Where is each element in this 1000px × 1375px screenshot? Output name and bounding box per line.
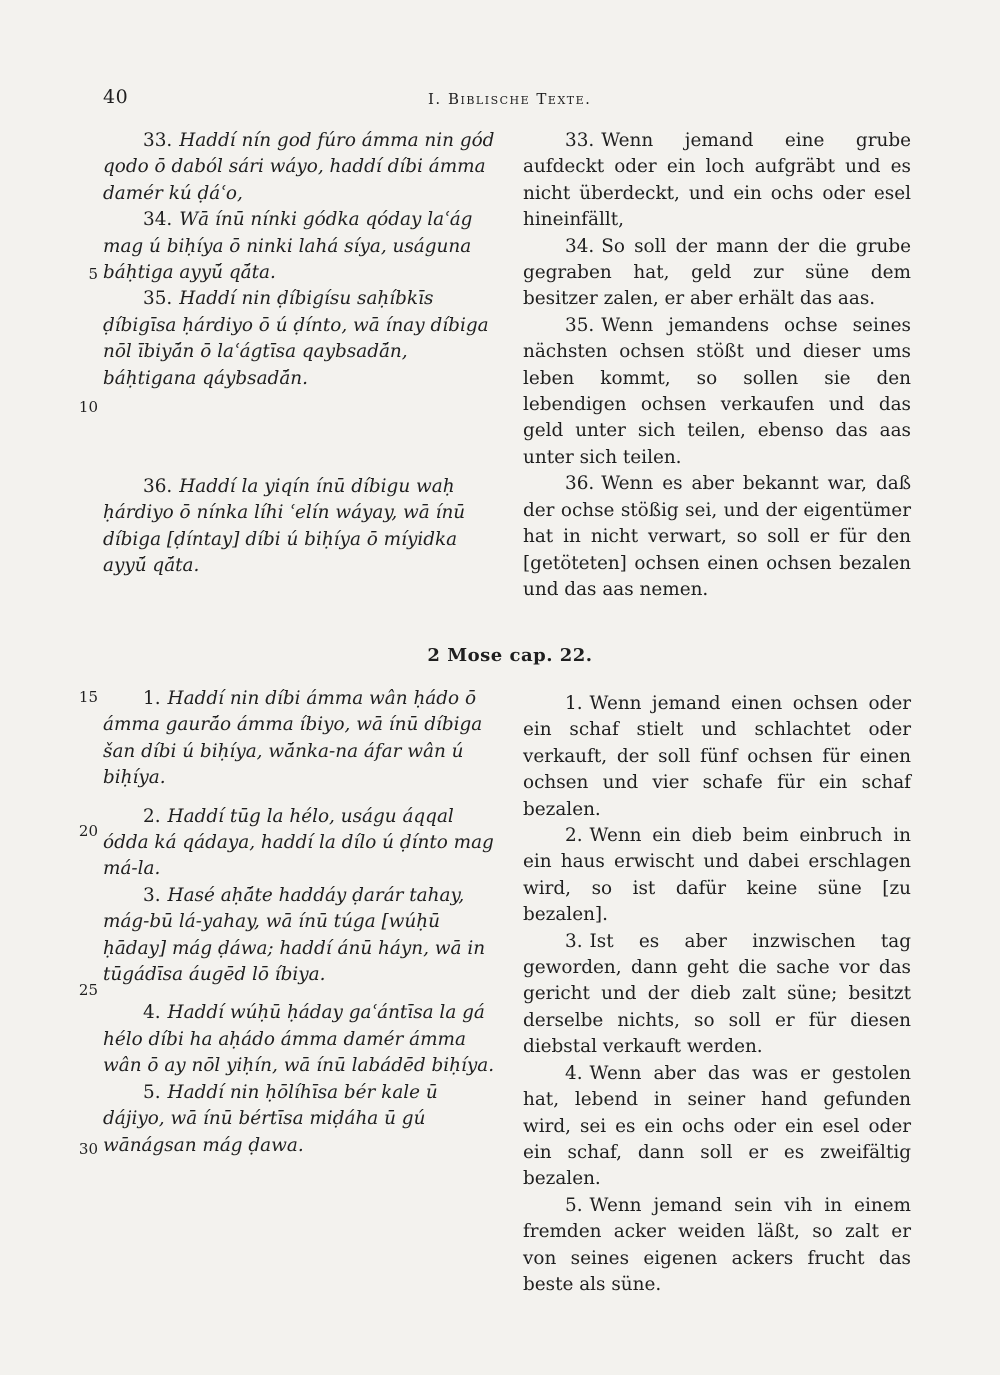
page-header xyxy=(0,82,1000,118)
somali-verse-5: 5. Haddí nin ḥōlíhīsa bér kale ū dájiyo, wā ínū bértīsa miḍáha ū gú wānágsan mág ḍawa. xyxy=(103,1081,438,1156)
german-verse-3: 3. Ist es aber inzwischen tag geworden, dann geht die sache vor das gericht und der dieb zalt süne; besitzt derselbe nichts, so soll er für diesen diebstal verkauft werden. xyxy=(523,930,911,1058)
german-verse-36: 36. Wenn es aber bekannt war, daß der ochse stößig sei, und der eigentümer hat in nicht verwart, so soll er für den [getöteten] ochsen einen ochsen bezalen und das aas nemen. xyxy=(523,473,911,600)
somali-verse-2: 2. Haddí tūg la hélo, uságu áqqal ódda ká qádaya, haddí la dílo ú ḍínto mag má-la. xyxy=(103,805,494,880)
line-number: 30 xyxy=(78,1140,98,1158)
german-verse-2: 2. Wenn ein dieb beim einbruch in ein haus erwischt und dabei erschlagen wird, so ist dafür keine süne [zu bezalen]. xyxy=(523,825,911,926)
german-column-upper xyxy=(523,128,911,603)
section-heading: 2 Mose cap. 22. xyxy=(427,645,593,666)
running-head: I. Biblische Texte. xyxy=(428,90,592,108)
somali-verse-34: 34. Wā ínū nínki gódka qóday laʿág mag ú biḥíya ō ninki lahá síya, uságuna báḥtiga ayyū́ qā́ta. xyxy=(103,209,473,284)
somali-column-chapter-22 xyxy=(103,686,495,1159)
somali-verse-1: 1. Haddí nin díbi ámma wân ḥádo ō ámma gaurā́o ámma íbiyo, wā ínū díbiga šan díbi ú biḥíya, wā́nka-na áfar wân ú biḥíya. xyxy=(103,688,483,789)
somali-verse-35: 35. Haddí nin ḍíbigísu saḥíbkīs ḍíbigīsa ḥárdiyo ō ú ḍínto, wā ínay díbiga nōl ībiyā́n ō laʿágtīsa qaybsadā́n, báḥtigana qáybsadā́n. xyxy=(103,288,489,389)
somali-verse-3: 3. Hasé aḥā́te haddáy ḍarár tahay, mág-bū lá-yahay, wā ínū túga [wúḥū ḥāday] mág ḍáwa; haddí ánū háyn, wā in tūgádīsa áugēd lō íbiya. xyxy=(103,884,486,986)
line-number: 5 xyxy=(88,265,98,283)
german-verse-1: 1. Wenn jemand einen ochsen oder ein schaf stielt und schlachtet oder verkauft, der soll fünf ochsen für einen ochsen und vier schafe für ein schaf bezalen. xyxy=(523,693,911,820)
line-number: 15 xyxy=(78,688,98,706)
line-number: 10 xyxy=(78,398,98,416)
line-number: 20 xyxy=(78,822,98,840)
somali-column-verse-36 xyxy=(103,474,495,580)
german-column-chapter-22 xyxy=(523,691,911,1298)
german-verse-34: 34. So soll der mann der die grube gegraben hat, geld zur süne dem besitzer zalen, er aber erhält das aas. xyxy=(523,235,911,310)
german-verse-5: 5. Wenn jemand sein vih in einem fremden acker weiden läßt, so zalt er von seines eigenen ackers frucht das beste als süne. xyxy=(523,1194,911,1295)
somali-column-upper xyxy=(103,128,495,392)
somali-verse-33: 33. Haddí nín god fúro ámma nin gód qodo ō daból sári wáyo, haddí díbi ámma damér kú ḍáʿo, xyxy=(103,130,495,204)
line-number: 25 xyxy=(78,981,98,999)
german-verse-35: 35. Wenn jemandens ochse seines nächsten ochsen stößt und dieser ums leben kommt, so sollen sie den lebendigen ochsen verkaufen und das geld unter sich teilen, ebenso das aas unter sich teilen. xyxy=(523,314,911,468)
page-number: 40 xyxy=(103,86,129,108)
german-verse-33: 33. Wenn jemand eine grube aufdeckt oder ein loch aufgräbt und es nicht überdeckt, und ein ochs oder esel hineinfällt, xyxy=(523,130,911,231)
somali-verse-4: 4. Haddí wúḥū ḥáday gaʿántīsa la gá hélo díbi ha aḥádo ámma damér ámma wân ō ay nōl yiḥín, wā ínū labádēd biḥíya. xyxy=(103,1002,495,1077)
german-verse-4: 4. Wenn aber das was er gestolen hat, lebend in seiner hand gefunden wird, sei es ein ochs oder ein esel oder ein schaf, dann soll er es zweifältig bezalen. xyxy=(523,1062,911,1190)
somali-verse-36: 36. Haddí la yiqín ínū díbigu waḥ ḥárdiyo ō nínka líhi ʿelín wáyay, wā ínū díbiga [ḍíntay] díbi ú biḥíya ō míyidka ayyū́ qā́ta. xyxy=(103,476,466,577)
